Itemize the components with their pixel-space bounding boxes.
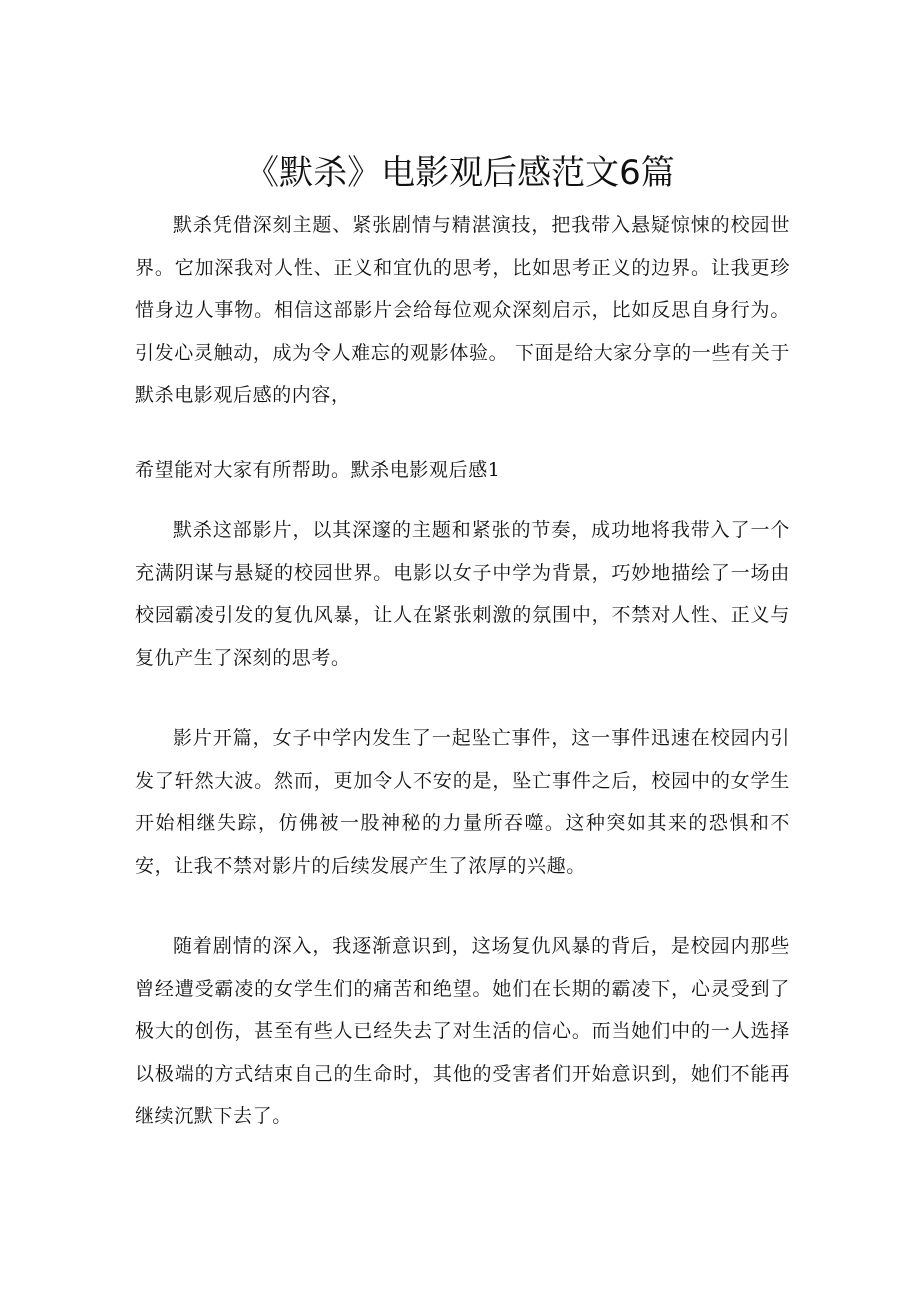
body-paragraph-2: 影片开篇，女子中学内发生了一起坠亡事件，这一事件迅速在校园内引发了轩然大波。然而，更加令人不安的是，坠亡事件之后，校园中的女学生开始相继失踪，仿佛被一股神秘的力量所吞噬。这种突如其来的恐惧和不安，让我不禁对影片的后续发展产生了浓厚的兴趣。	[135, 727, 790, 877]
intro-paragraph: 默杀凭借深刻主题、紧张剧情与精湛演技，把我带入悬疑惊悚的校园世界。它加深我对人性、正义和宜仇的思考，比如思考正义的边界。让我更珍惜身边人事物。相信这部影片会给每位观众深刻启示，比如反思自身行为。引发心灵触动，成为令人难忘的观影体验。 下面是给大家分享的一些有关于默杀电影观后感的内容，	[135, 214, 790, 406]
intro-closing-line: 希望能对大家有所帮助。默杀电影观后感1	[135, 459, 501, 481]
body-paragraph-3: 随着剧情的深入，我逐渐意识到，这场复仇风暴的背后，是校园内那些曾经遭受霸凌的女学生们的痛苦和绝望。她们在长期的霸凌下，心灵受到了极大的创伤，甚至有些人已经失去了对生活的信心。而当她们中的一人选择以极端的方式结束自己的生命时，其他的受害者们开始意识到，她们不能再继续沉默下去了。	[135, 935, 790, 1127]
document-title: 《默杀》电影观后感范文6篇	[245, 153, 675, 193]
body-paragraph-1: 默杀这部影片，以其深邃的主题和紧张的节奏，成功地将我带入了一个充满阴谋与悬疑的校园世界。电影以女子中学为背景，巧妙地描绘了一场由校园霸凌引发的复仇风暴，让人在紧张刺激的氛围中，不禁对人性、正义与复仇产生了深刻的思考。	[135, 519, 790, 669]
